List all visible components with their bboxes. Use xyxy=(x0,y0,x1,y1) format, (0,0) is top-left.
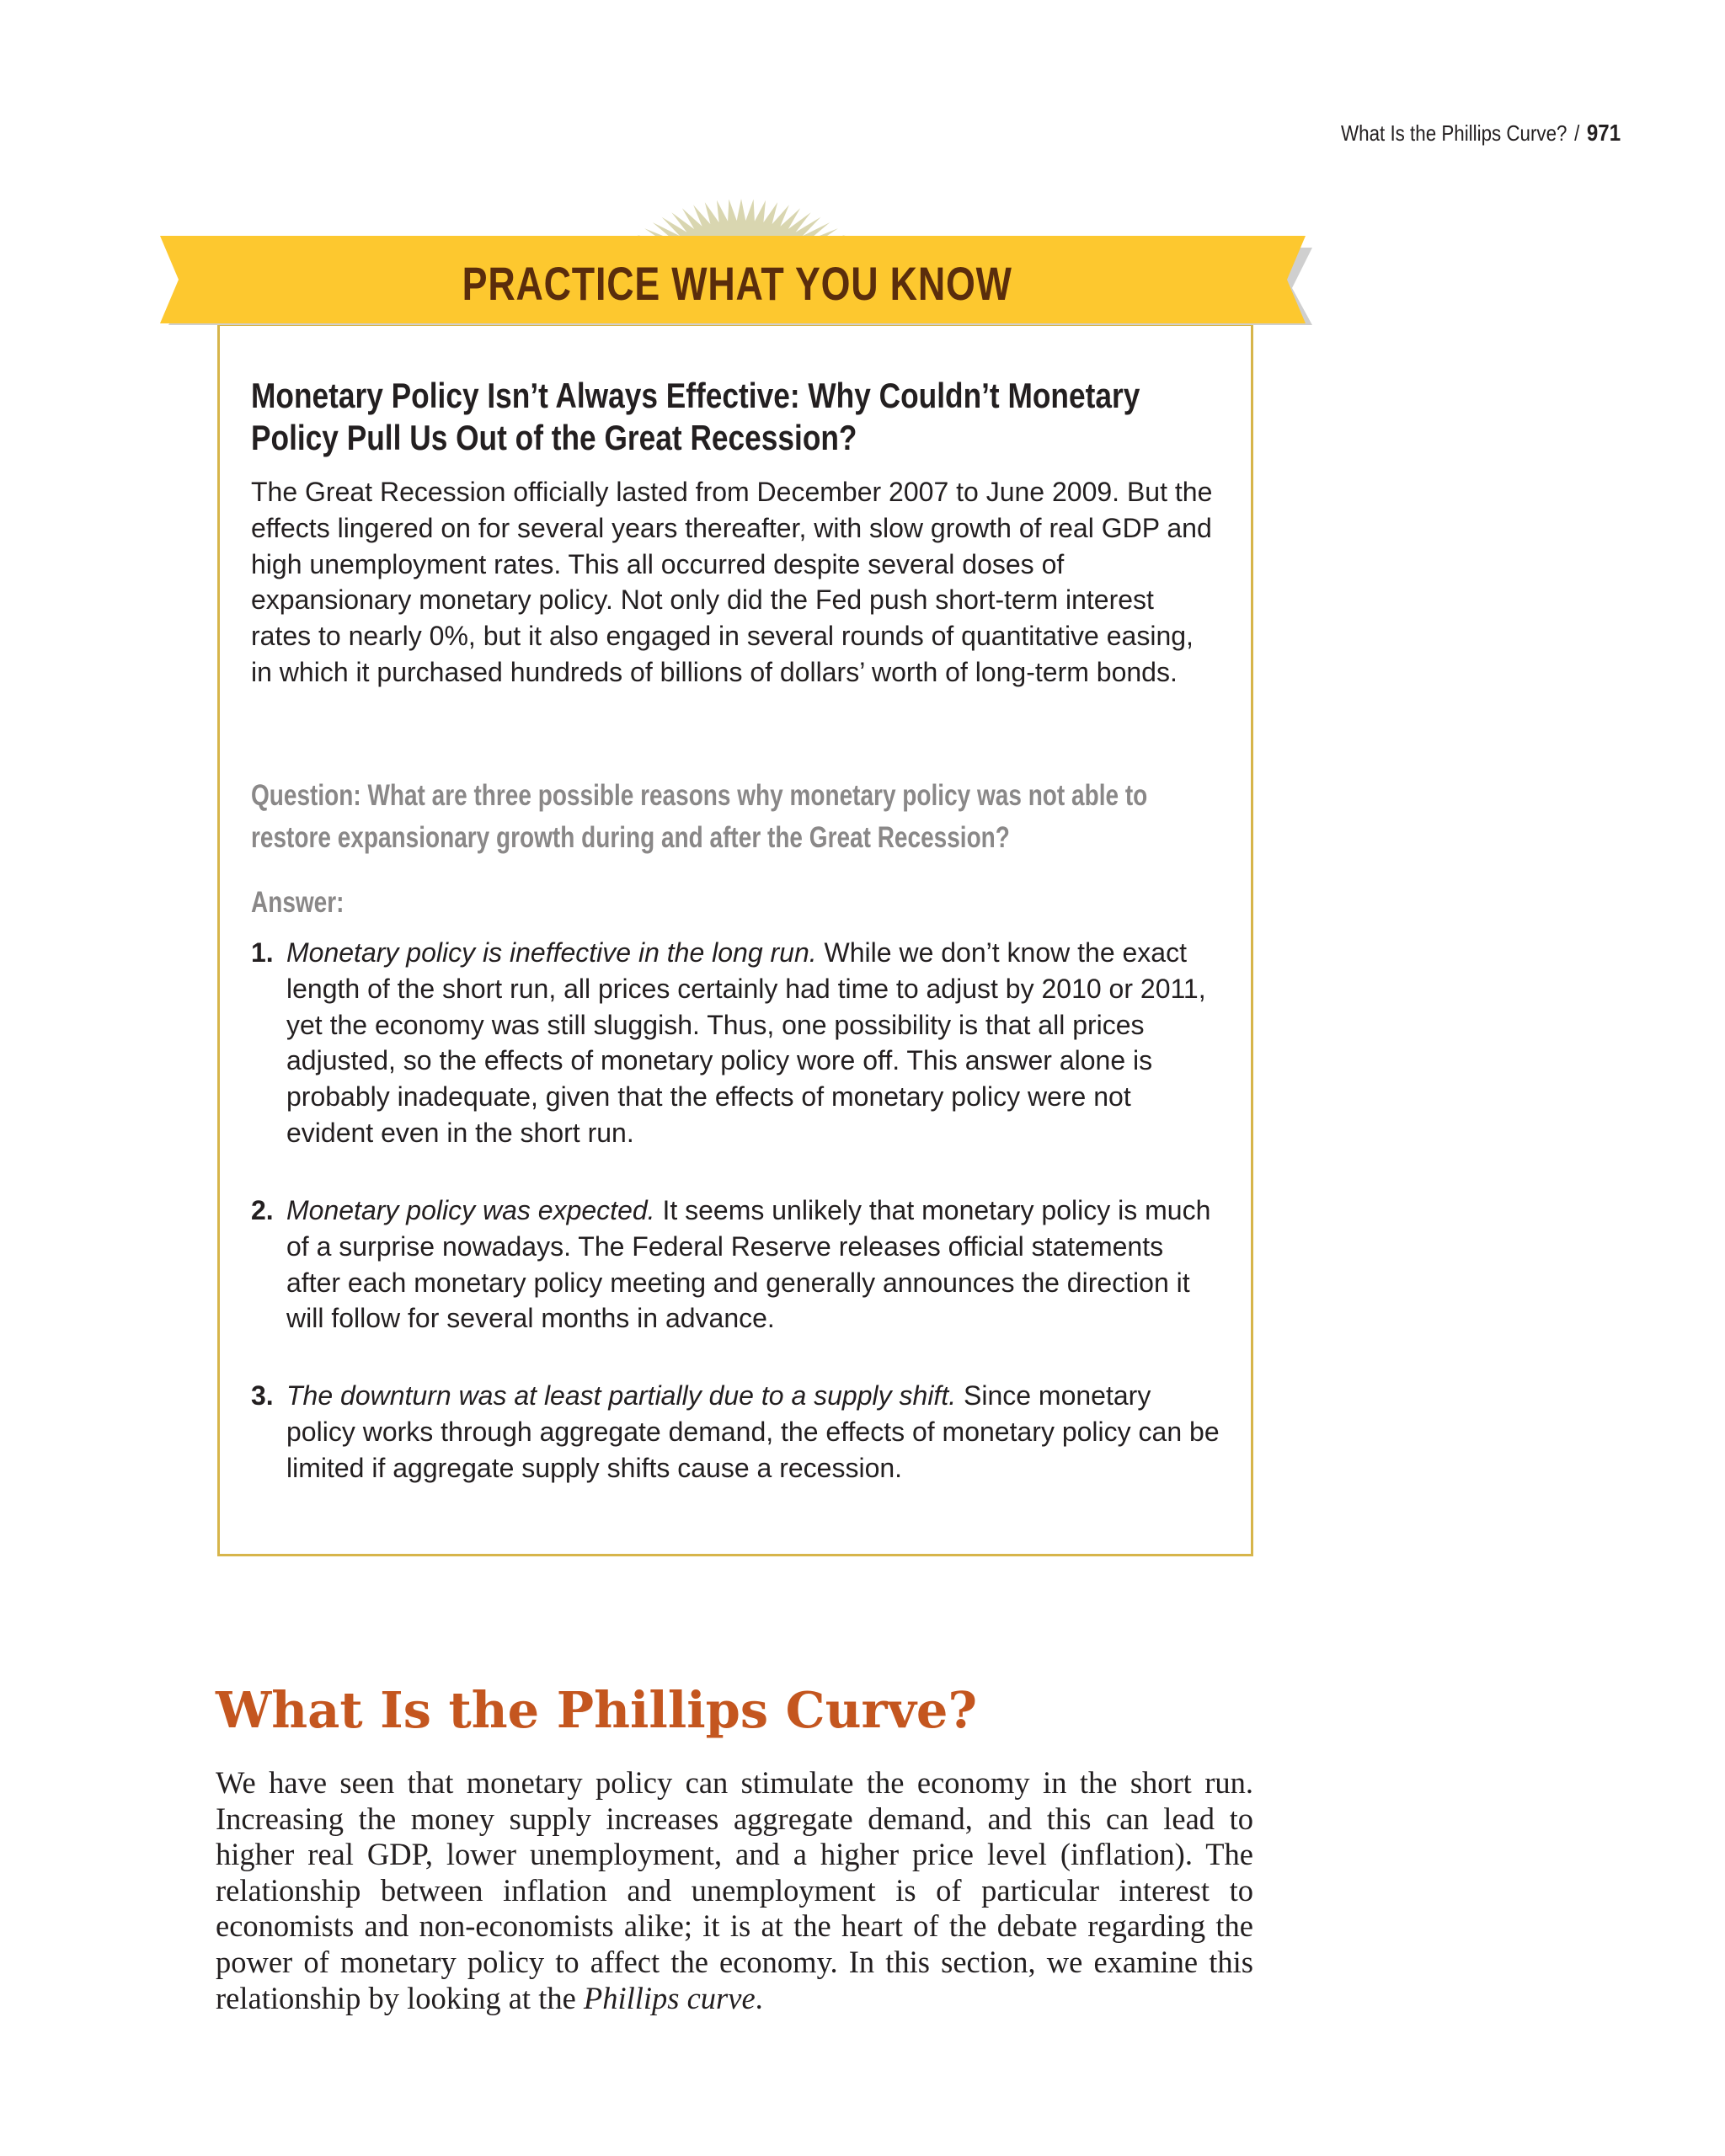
answer-lead: Monetary policy was expected. xyxy=(286,1195,655,1225)
box-heading: Monetary Policy Isn’t Always Effective: Why Couldn’t Monetary Policy Pull Us Out of the Great Recession? xyxy=(251,376,1140,457)
answer-number: 1. xyxy=(251,937,274,968)
banner-title xyxy=(160,232,1314,334)
section-body-start: We have seen that monetary policy can stimulate the economy in the short run. Increasing the money supply increases aggregate demand, and this can lead to higher real GDP, lower unemployment, and a higher price level (inflation). The relationship between inflation and unemployment is of particular interest to economists and non-economists alike; it is at the heart of the debate regarding the power of monetary policy to affect the economy. In this section, we examine this relationship by looking at the xyxy=(216,1765,1253,2015)
answer-text: While we don’t know the exact length of the short run, all prices certainly had time to adjust by 2010 or 2011, yet the economy was still sluggish. Thus, one possibility is that all prices adjusted, so the effects of monetary policy wore off. This answer alone is probably inadequate, given that the effects of monetary policy were not evident even in the short run. xyxy=(286,937,1206,1148)
section-body-term: Phillips curve xyxy=(583,1980,756,2015)
answer-lead: Monetary policy is ineffective in the long run. xyxy=(286,937,817,968)
answer-number: 2. xyxy=(251,1195,274,1225)
answer-text: It seems unlikely that monetary policy is much of a surprise nowadays. The Federal Reserve releases official statements after each monetary policy meeting and generally announces the direction it will follow for several months in advance. xyxy=(286,1195,1211,1334)
box-intro-paragraph: The Great Recession officially lasted from December 2007 to June 2009. But the effects lingered on for several years thereafter, with slow growth of real GDP and high unemployment rates. This all occurred despite several doses of expansionary monetary policy. Not only did the Fed push short-term interest rates to nearly 0%, but it also engaged in several rounds of quantitative easing, in which it purchased hundreds of billions of dollars’ worth of long-term bonds. xyxy=(251,477,1213,687)
running-head-title: What Is the Phillips Curve? xyxy=(1340,120,1567,146)
answer-item-3 xyxy=(251,1378,1220,1486)
section-title: What Is the Phillips Curve? xyxy=(216,1681,978,1739)
answer-body xyxy=(286,1193,1221,1337)
answer-body xyxy=(286,1378,1221,1486)
page-number: 971 xyxy=(1586,120,1621,146)
answer-body xyxy=(286,935,1221,1151)
answer-item-2 xyxy=(251,1193,1220,1337)
answer-lead: The downturn was at least partially due to a supply shift. xyxy=(286,1380,957,1411)
question-text: Question: What are three possible reasons why monetary policy was not able to restore expansionary growth during and after the Great Recession? xyxy=(251,779,1148,854)
section-body-paragraph xyxy=(216,1765,1253,2016)
answer-item-1 xyxy=(251,935,1220,1151)
section-body-end: . xyxy=(755,1980,763,2015)
answer-label: Answer: xyxy=(251,886,344,919)
banner-title-text: PRACTICE WHAT YOU KNOW xyxy=(462,256,1012,310)
answer-text: Since monetary policy works through aggregate demand, the effects of monetary policy can be limited if aggregate supply shifts cause a recession. xyxy=(286,1380,1220,1483)
answer-number: 3. xyxy=(251,1380,274,1411)
running-head-separator: / xyxy=(1574,120,1580,146)
running-head xyxy=(1341,120,1621,147)
